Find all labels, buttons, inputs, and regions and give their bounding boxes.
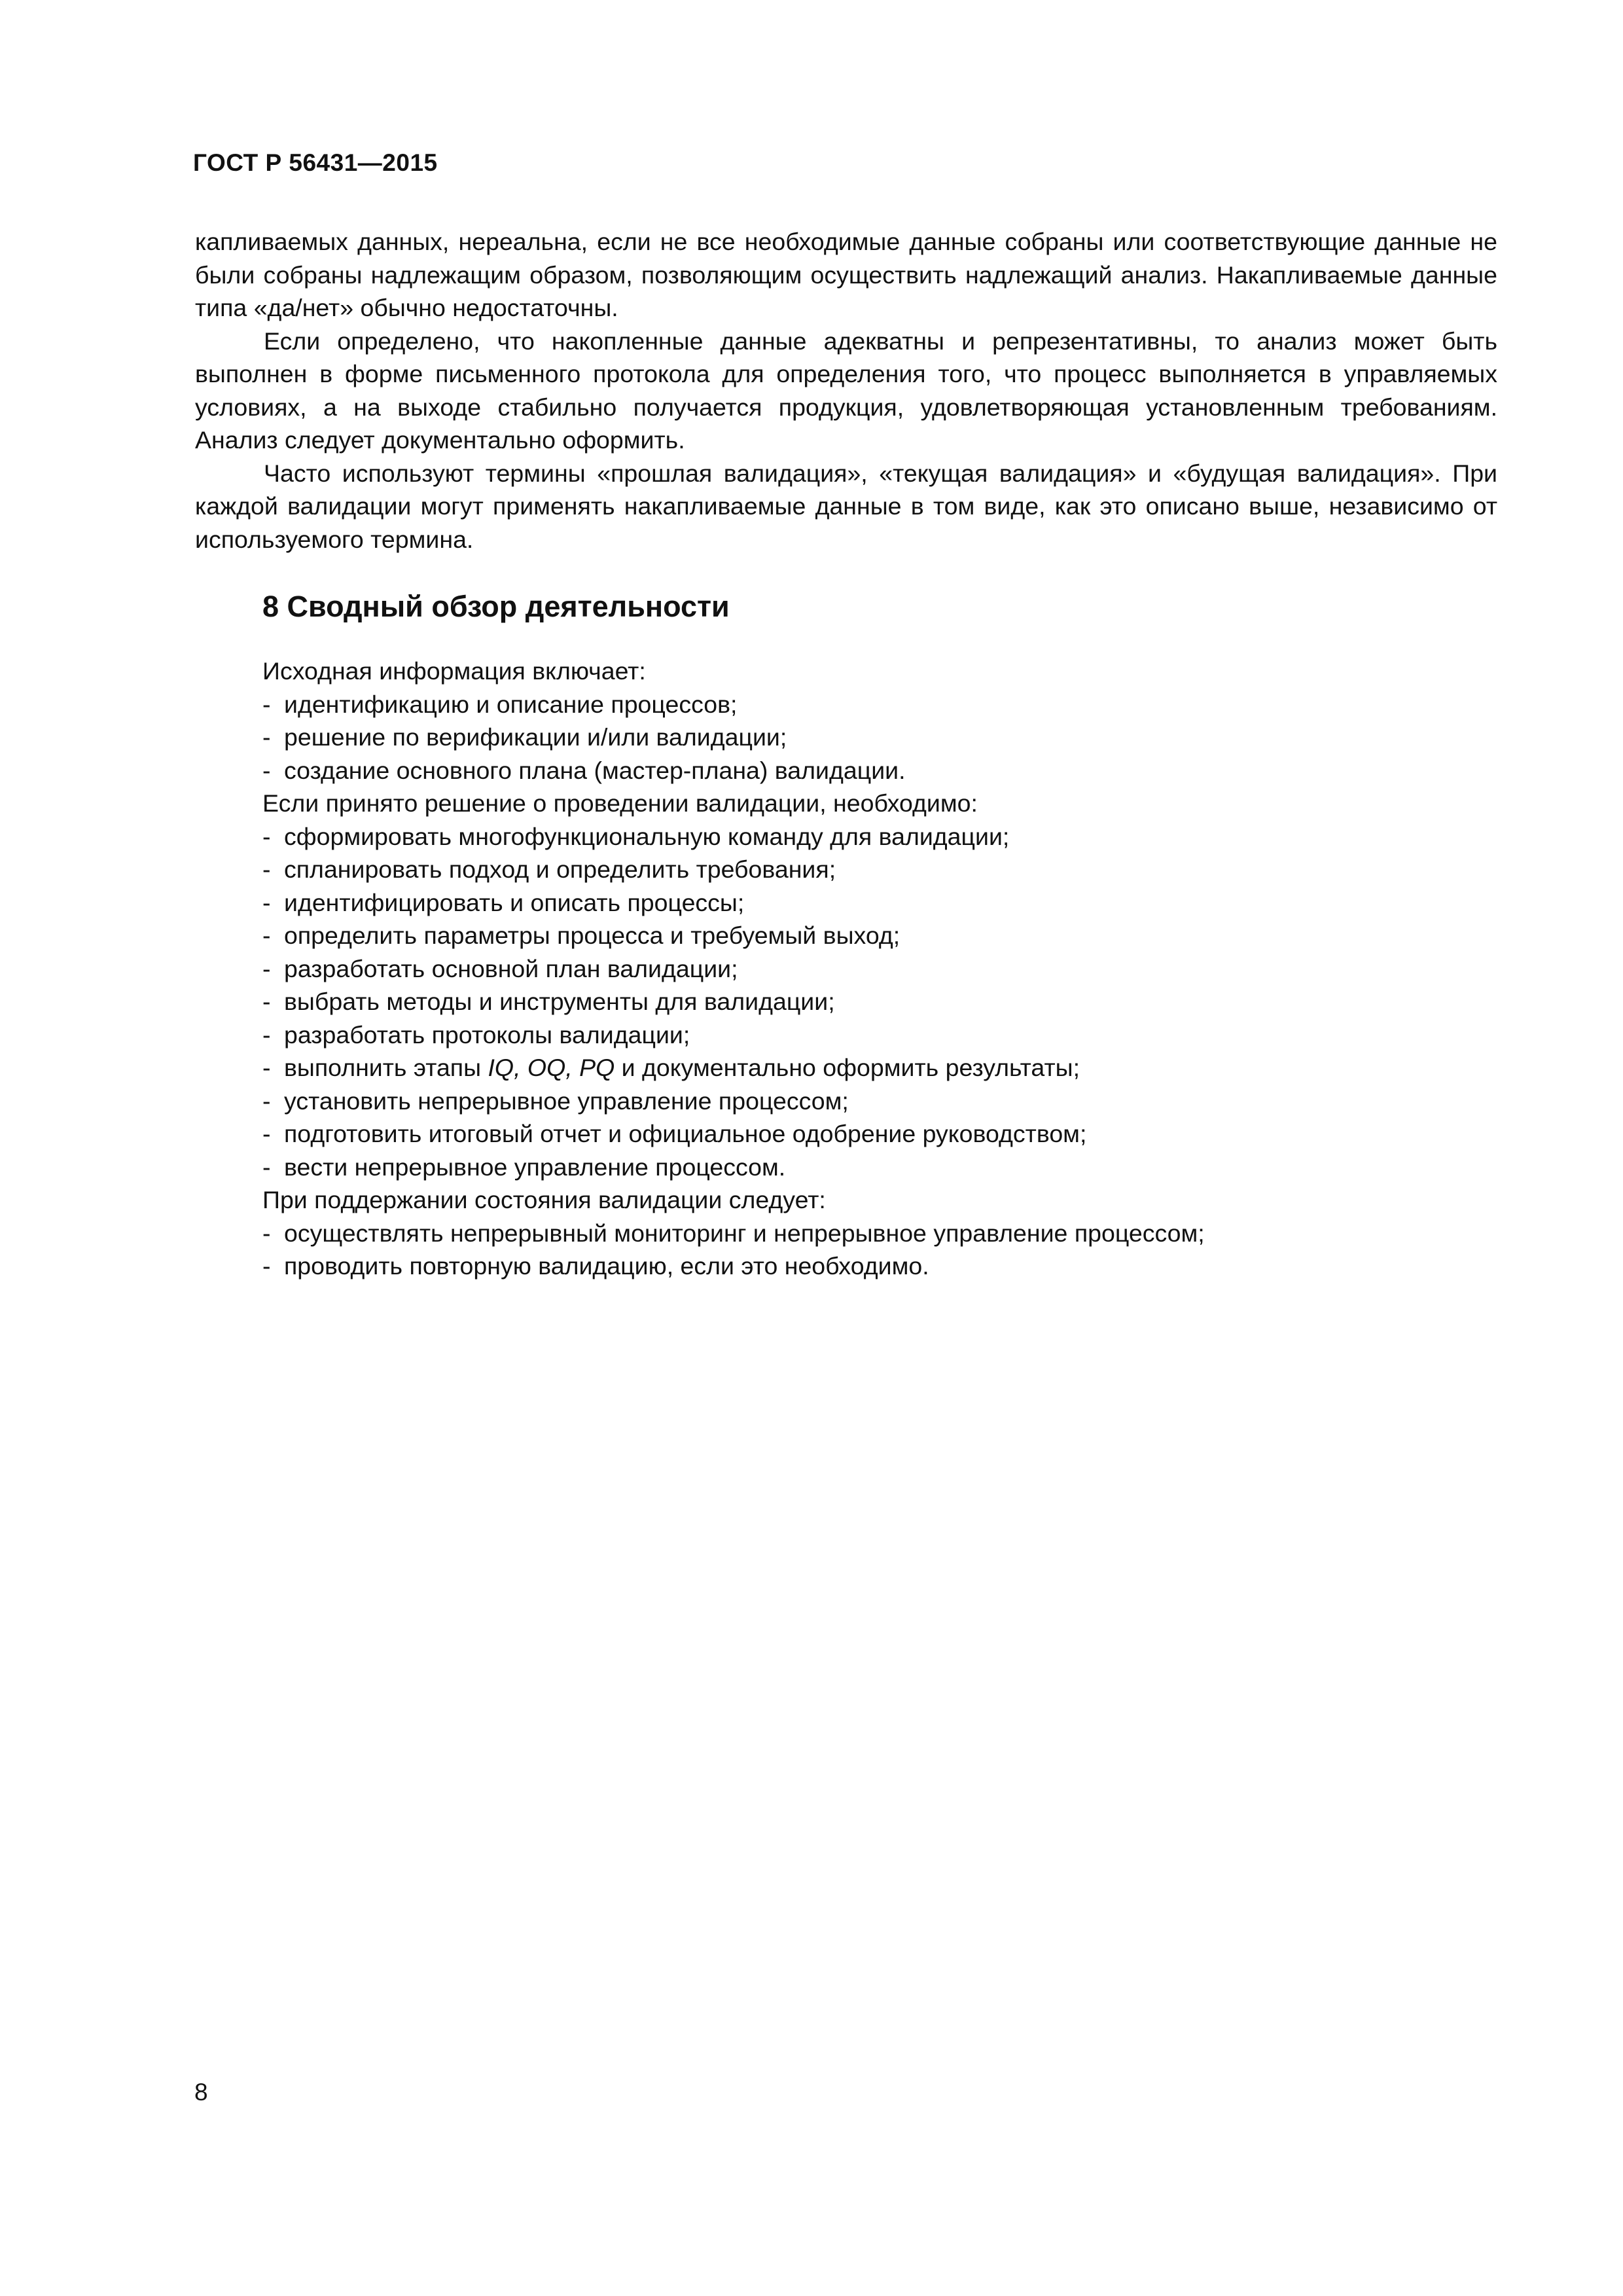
list-dash: - bbox=[262, 954, 271, 982]
list-item bbox=[262, 1018, 1493, 1052]
list-item bbox=[262, 853, 1493, 886]
list-dash: - bbox=[262, 922, 271, 949]
page-number: 8 bbox=[194, 2079, 208, 2106]
list-dash: - bbox=[262, 1086, 271, 1115]
list-item-text: определить параметры процесса и требуемый выход; bbox=[284, 922, 901, 949]
list-item bbox=[262, 919, 1493, 952]
list-item bbox=[262, 886, 1493, 920]
list-item-text-pre: выполнить этапы bbox=[284, 1054, 488, 1081]
list-dash: - bbox=[262, 1153, 271, 1181]
list-item-text: идентификацию и описание процессов; bbox=[284, 690, 738, 718]
list-item bbox=[262, 721, 1493, 754]
list-item bbox=[262, 754, 1493, 787]
section-lead-2: Если принято решение о проведении валидации, необходимо: bbox=[262, 789, 978, 817]
list-item bbox=[262, 1051, 1493, 1085]
intro-paragraph-2: Если определено, что накопленные данные адекватны и репрезентативны, то анализ может быть выполнен в форме письменного протокола для определения того, что процесс выполняется в управляемых условиях, а на выходе стабильно получается продукция, удовлетворяющая установленным требованиям. Анализ следует документально оформить. bbox=[195, 327, 1497, 454]
list-item-text: выбрать методы и инструменты для валидации; bbox=[284, 988, 835, 1015]
intro-paragraph-3: Часто используют термины «прошлая валидация», «текущая валидация» и «будущая валидация». При каждой валидации могут применять накапливаемые данные в том виде, как это описано выше, независимо от используемого термина. bbox=[195, 459, 1497, 553]
list-item bbox=[262, 1217, 1493, 1250]
section-lead-3: При поддержании состояния валидации следует: bbox=[262, 1186, 826, 1213]
maintenance-list bbox=[262, 1217, 1493, 1283]
section-lead-1: Исходная информация включает: bbox=[262, 657, 646, 685]
list-item-text: идентифицировать и описать процессы; bbox=[284, 888, 745, 916]
list-dash: - bbox=[262, 1120, 271, 1147]
list-dash: - bbox=[262, 1020, 271, 1049]
document-header-code: ГОСТ Р 56431—2015 bbox=[193, 149, 438, 176]
list-item-text: подготовить итоговый отчет и официальное одобрение руководством; bbox=[284, 1120, 1087, 1147]
list-item-text-post: и документально оформить результаты; bbox=[615, 1054, 1080, 1081]
list-item-text: создание основного плана (мастер-плана) валидации. bbox=[284, 756, 906, 784]
list-item bbox=[262, 952, 1493, 986]
list-item bbox=[262, 985, 1493, 1018]
intro-text bbox=[195, 225, 1497, 556]
list-item bbox=[262, 820, 1493, 853]
list-item-text: решение по верификации и/или валидации; bbox=[284, 723, 787, 751]
list-dash: - bbox=[262, 690, 271, 718]
section-title: 8 Сводный обзор деятельности bbox=[262, 590, 730, 623]
list-item bbox=[262, 688, 1493, 721]
list-dash: - bbox=[262, 822, 271, 850]
list-dash: - bbox=[262, 756, 271, 784]
list-item bbox=[262, 1151, 1493, 1184]
intro-paragraph-1: капливаемых данных, нереальна, если не все необходимые данные собраны или соответствующие данные не были собраны надлежащим образом, позволяющим осуществить надлежащий анализ. Накапливаемые данные типа «да/нет» обычно недостаточны. bbox=[195, 228, 1497, 321]
list-dash: - bbox=[262, 723, 271, 751]
list-dash: - bbox=[262, 888, 271, 916]
list-item bbox=[262, 1249, 1493, 1283]
validation-steps-list bbox=[262, 820, 1493, 1184]
list-dash: - bbox=[262, 1219, 271, 1247]
list-item bbox=[262, 1117, 1493, 1151]
list-item bbox=[262, 1085, 1493, 1118]
list-item-text: установить непрерывное управление процессом; bbox=[284, 1086, 849, 1115]
list-dash: - bbox=[262, 1252, 271, 1280]
list-item-text: разработать протоколы валидации; bbox=[284, 1020, 690, 1049]
qualification-stage-codes: IQ, OQ, PQ bbox=[488, 1054, 615, 1081]
list-item-text: вести непрерывное управление процессом. bbox=[284, 1153, 786, 1181]
list-dash: - bbox=[262, 1054, 271, 1081]
initial-info-list bbox=[262, 688, 1493, 787]
list-item-text: проводить повторную валидацию, если это необходимо. bbox=[284, 1252, 929, 1280]
list-dash: - bbox=[262, 855, 271, 883]
list-item-text: спланировать подход и определить требования; bbox=[284, 855, 836, 883]
list-item-text: осуществлять непрерывный мониторинг и непрерывное управление процессом; bbox=[284, 1219, 1205, 1247]
section-body bbox=[262, 655, 1493, 1283]
list-item-text: сформировать многофункциональную команду для валидации; bbox=[284, 822, 1010, 850]
list-dash: - bbox=[262, 988, 271, 1015]
list-item-text: разработать основной план валидации; bbox=[284, 954, 738, 982]
